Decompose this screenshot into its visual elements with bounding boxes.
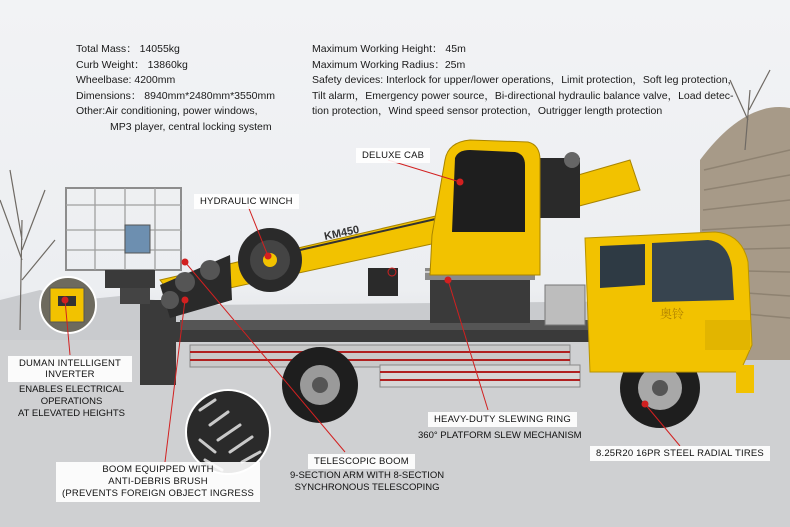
callout-brush: BOOM EQUIPPED WITH ANTI-DEBRIS BRUSH (PREVENTS FOREIGN OBJECT INGRESS — [56, 462, 260, 502]
brush-marker — [182, 297, 188, 303]
spec-wheelbase: Wheelbase: 4200mm — [76, 74, 176, 86]
callout-inverter-desc: ENABLES ELECTRICAL OPERATIONS AT ELEVATED HEIGHTS — [18, 384, 125, 419]
spec-curb-weight: Curb Weight： 13860kg — [76, 58, 188, 71]
hydraulic-winch-marker — [265, 253, 271, 259]
callout-slewing-desc: 360° PLATFORM SLEW MECHANISM — [418, 430, 582, 441]
tires-marker — [642, 401, 648, 407]
spec-max-radius: Maximum Working Radius：25m — [312, 58, 466, 71]
turret — [425, 268, 535, 323]
spec-max-height: Maximum Working Height： 45m — [312, 43, 466, 55]
spec-safety-1: Safety devices: Interlock for upper/lower operations，Limit protection，Soft leg protection， — [312, 74, 739, 86]
rear-wheel — [282, 347, 358, 423]
inverter-inset — [40, 277, 96, 333]
callout-telescopic-boom: TELESCOPIC BOOM — [308, 454, 415, 469]
spec-total-mass: Total Mass： 14055kg — [76, 43, 180, 55]
callout-hydraulic-winch: HYDRAULIC WINCH — [194, 194, 299, 209]
operator-cab — [430, 140, 540, 275]
spec-other-continued: MP3 player, central locking system — [110, 120, 272, 133]
spec-other: Other:Air conditioning, power windows, — [76, 105, 258, 117]
slewing-ring-marker — [445, 277, 451, 283]
callout-deluxe-cab: DELUXE CAB — [356, 148, 430, 163]
telescopic-boom — [160, 152, 640, 300]
spec-safety-3: tion protection，Wind speed sensor protection，Outrigger length protection — [312, 105, 663, 117]
callout-boom-desc: 9-SECTION ARM WITH 8-SECTION SYNCHRONOUS TELESCOPING — [290, 470, 445, 493]
truck-cab — [585, 232, 754, 393]
spec-safety-2: Tilt alarm，Emergency power source，Bi-directional hydraulic balance valve，Load detec- — [312, 89, 734, 102]
boom-model-text: KM450 — [323, 223, 361, 243]
specs-right — [312, 42, 738, 120]
telescopic-boom-marker — [182, 259, 188, 265]
callout-tires: 8.25R20 16PR STEEL RADIAL TIRES — [590, 446, 770, 461]
spec-dimensions: Dimensions： 8940mm*2480mm*3550mm — [76, 89, 276, 102]
inverter-marker — [62, 297, 68, 303]
specs-left — [76, 42, 275, 135]
cab-brand-text: 奥铃 — [660, 307, 685, 321]
deluxe-cab-marker — [457, 179, 463, 185]
callout-slewing-ring: HEAVY-DUTY SLEWING RING — [428, 412, 577, 427]
callout-inverter-title: DUMAN INTELLIGENT INVERTER — [8, 356, 132, 382]
